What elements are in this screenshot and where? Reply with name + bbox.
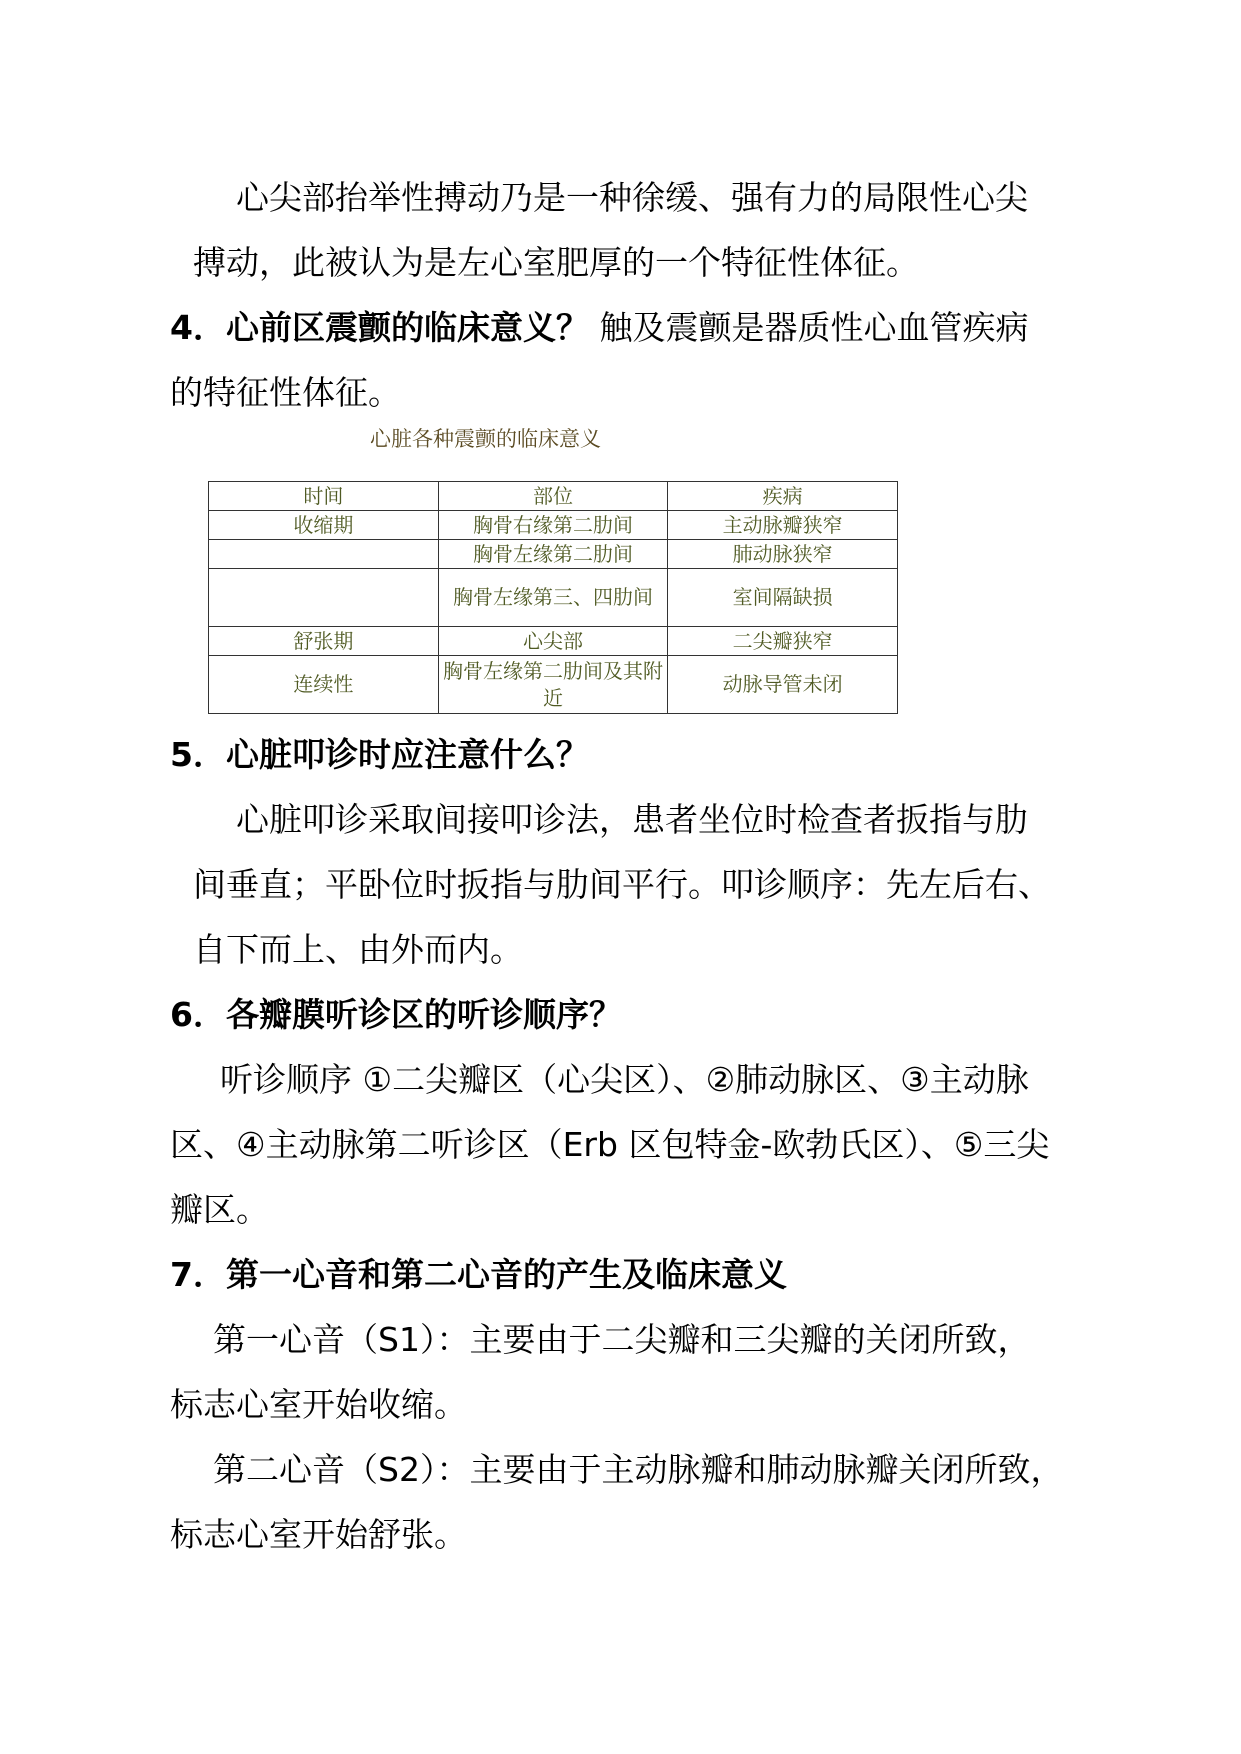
table-row [209, 656, 898, 714]
table-cell: 心尖部 [438, 627, 668, 656]
s2-line-1: 第二心音（S2）：主要由于主动脉瓣和肺动脉瓣关闭所致， [213, 1450, 1064, 1489]
table-row [209, 569, 898, 627]
table-row [209, 511, 898, 540]
table-cell: 连续性 [209, 656, 439, 714]
q5-line-2: 间垂直；平卧位时扳指与肋间平行。叩诊顺序：先左后右、 [193, 865, 1051, 904]
s2-line-2: 标志心室开始舒张。 [170, 1515, 467, 1554]
table-cell: 胸骨左缘第二肋间 [438, 540, 668, 569]
table-cell: 胸骨左缘第二肋间及其附近 [438, 656, 668, 714]
q6-line-1: 听诊顺序 ①二尖瓣区（心尖区）、②肺动脉区、③主动脉 [220, 1060, 1029, 1099]
table-cell: 收缩期 [209, 511, 439, 540]
table-header-cell: 时间 [209, 482, 439, 511]
table-header-cell: 疾病 [668, 482, 898, 511]
table-cell: 主动脉瓣狭窄 [668, 511, 898, 540]
q6-heading: 6．各瓣膜听诊区的听诊顺序？ [170, 995, 622, 1034]
table-cell: 二尖瓣狭窄 [668, 627, 898, 656]
table-header-row [209, 482, 898, 511]
paragraph-3-line-1: 心尖部抬举性搏动乃是一种徐缓、强有力的局限性心尖 [236, 178, 1028, 217]
table-caption: 心脏各种震颤的临床意义 [370, 427, 601, 451]
q4-heading: 4．心前区震颤的临床意义？ [170, 308, 589, 347]
table-row [209, 627, 898, 656]
paragraph-3-line-2: 搏动，此被认为是左心室肥厚的一个特征性体征。 [193, 243, 919, 282]
table-header-cell: 部位 [438, 482, 668, 511]
q4-line [170, 308, 1028, 348]
table-cell: 肺动脉狭窄 [668, 540, 898, 569]
q6-line-3: 瓣区。 [170, 1190, 269, 1229]
table-cell [209, 569, 439, 627]
vibration-table [208, 481, 898, 714]
q6-line-2: 区、④主动脉第二听诊区（Erb 区包特金-欧勃氏区）、⑤三尖 [170, 1125, 1050, 1164]
table-cell: 舒张期 [209, 627, 439, 656]
q7-heading: 7．第一心音和第二心音的产生及临床意义 [170, 1255, 787, 1294]
table-cell [209, 540, 439, 569]
s1-line-2: 标志心室开始收缩。 [170, 1385, 467, 1424]
q5-line-1: 心脏叩诊采取间接叩诊法，患者坐位时检查者扳指与肋 [236, 800, 1028, 839]
q4-answer-line-2: 的特征性体征。 [170, 373, 401, 412]
table-row [209, 540, 898, 569]
table-cell: 动脉导管未闭 [668, 656, 898, 714]
q4-answer-part1: 触及震颤是器质性心血管疾病 [588, 308, 1029, 347]
table-cell: 胸骨右缘第二肋间 [438, 511, 668, 540]
table-cell: 室间隔缺损 [668, 569, 898, 627]
table-cell: 胸骨左缘第三、四肋间 [438, 569, 668, 627]
s1-line-1: 第一心音（S1）：主要由于二尖瓣和三尖瓣的关闭所致， [213, 1320, 1031, 1359]
q5-heading: 5．心脏叩诊时应注意什么？ [170, 735, 589, 774]
q5-line-3: 自下而上、由外而内。 [193, 930, 523, 969]
